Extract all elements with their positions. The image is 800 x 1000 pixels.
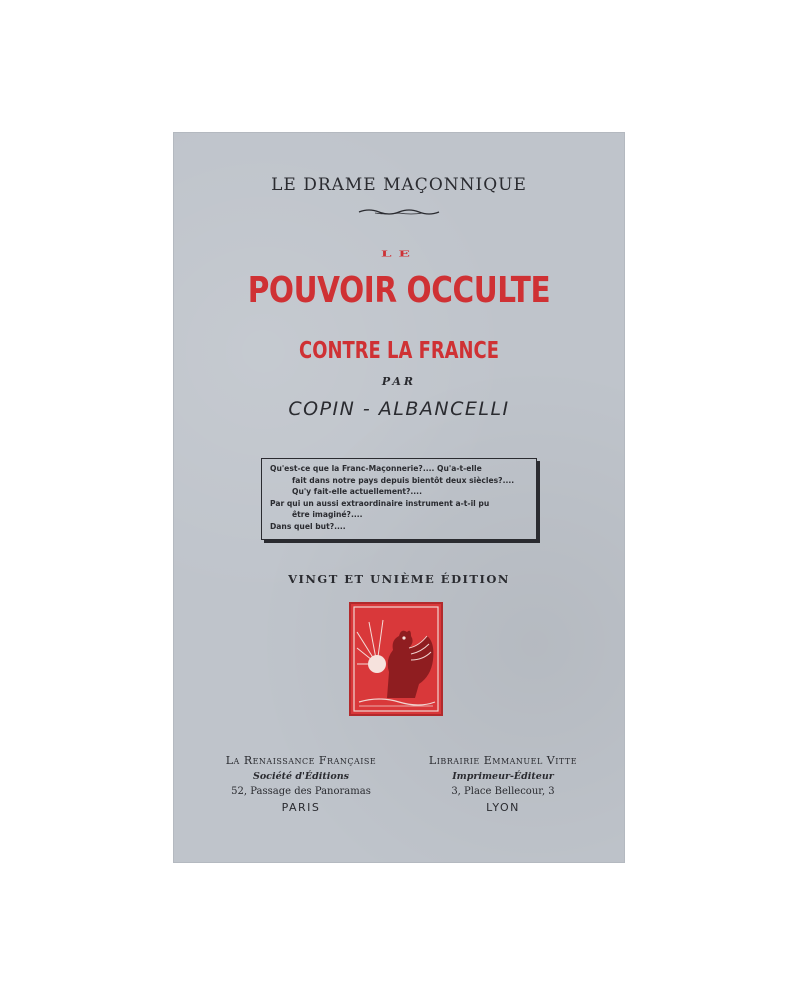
title-article: LE	[381, 249, 417, 259]
question-line: Dans quel but?....	[270, 521, 346, 531]
question-line: Qu'y fait-elle actuellement?....	[292, 487, 422, 496]
book-title: POUVOIR OCCULTE	[247, 270, 551, 311]
edition-label: VINGT ET UNIÈME ÉDITION	[288, 572, 510, 586]
publisher-city: PARIS	[281, 800, 321, 814]
ornament-divider-icon	[357, 208, 441, 216]
rooster-sunrise-emblem-icon	[349, 602, 443, 716]
publisher-paris	[206, 753, 396, 815]
publisher-name: La Renaissance Française	[225, 754, 377, 767]
publisher-name: Librairie Emmanuel Vitte	[428, 754, 578, 767]
question-line: Qu'est-ce que la Franc-Maçonnerie?.... Qu'a-t-elle	[270, 464, 482, 473]
question-line: Par qui un aussi extraordinaire instrument a-t-il pu	[270, 498, 490, 508]
question-line: fait dans notre pays depuis bientôt deux siècles?....	[292, 475, 515, 485]
by-label: PAR	[381, 375, 417, 388]
author-name: COPIN - ALBANCELLI	[288, 398, 510, 420]
question-line: être imaginé?....	[292, 510, 363, 519]
book-cover	[173, 132, 625, 863]
publisher-lyon	[408, 753, 598, 815]
publisher-role: Société d'Éditions	[252, 770, 349, 782]
publisher-address: 52, Passage des Panoramas	[231, 786, 371, 797]
publisher-address: 3, Place Bellecour, 3	[451, 786, 555, 797]
questions-box	[261, 458, 537, 540]
book-subtitle: CONTRE LA FRANCE	[299, 338, 499, 364]
publisher-role: Imprimeur-Éditeur	[452, 770, 554, 782]
series-title: LE DRAME MAÇONNIQUE	[271, 175, 527, 195]
publisher-city: LYON	[486, 800, 520, 814]
